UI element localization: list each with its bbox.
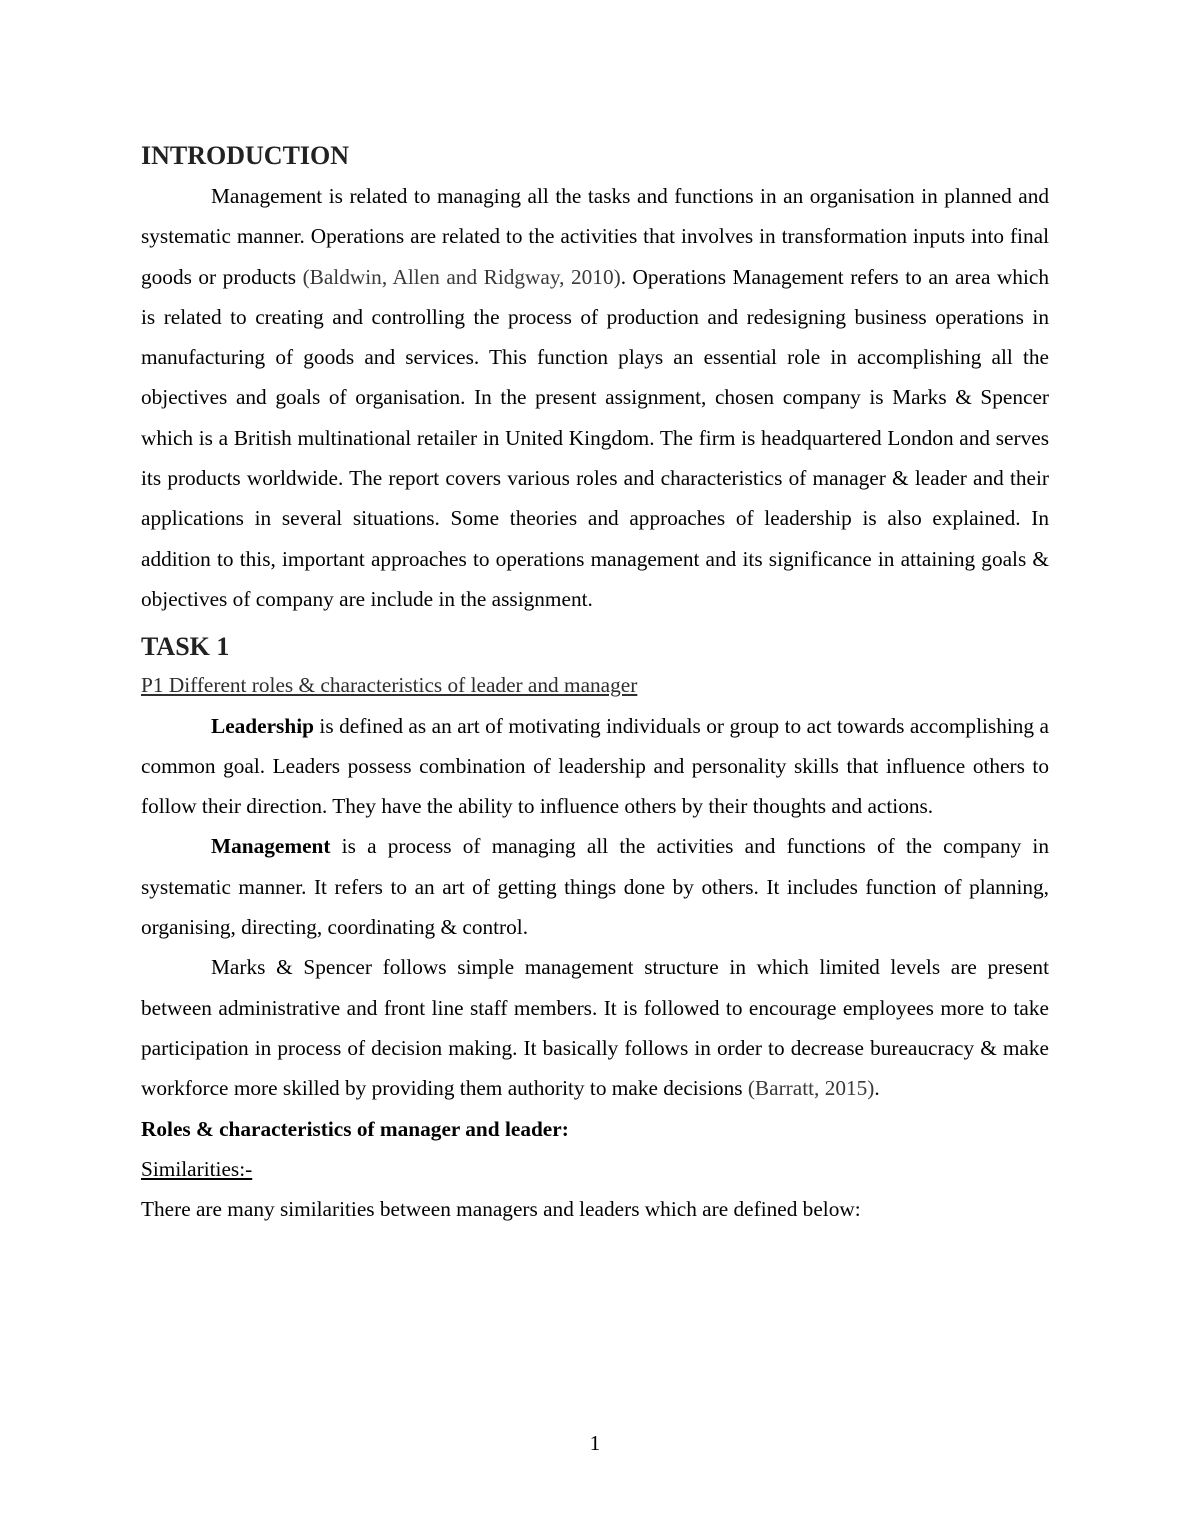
leadership-paragraph xyxy=(141,706,1049,827)
introduction-heading: INTRODUCTION xyxy=(141,141,350,170)
introduction-paragraph xyxy=(141,176,1049,619)
document-page xyxy=(141,138,1049,1229)
similarities-intro: There are many similarities between managers and leaders which are defined below: xyxy=(141,1197,861,1222)
p1-subheading: P1 Different roles & characteristics of leader and manager xyxy=(141,673,638,698)
similarities-label: Similarities:- xyxy=(141,1156,253,1181)
ms-text: Marks & Spencer follows simple management structure in which limited levels are present between administrative and front line staff members. It is followed to encourage employees more to take participation in process of decision making. It basically follows in order to decrease bureaucracy & make workforce more skilled by providing them authority to make decisions xyxy=(141,955,1049,1101)
marks-spencer-paragraph xyxy=(141,947,1049,1108)
management-text: is a process of managing all the activities and functions of the company in systematic manner. It refers to an art of getting things done by others. It includes function of planning, organising, directing, coordinating & control. xyxy=(141,834,1049,940)
ms-end: . xyxy=(874,1076,880,1101)
management-term: Management xyxy=(211,834,331,859)
ms-citation: (Barratt, 2015) xyxy=(747,1076,875,1101)
leadership-term: Leadership xyxy=(211,713,314,738)
intro-text-1: Management is related to managing all the tasks and functions in an organisation in planned and systematic manner. Operations are related to the activities that involves in transformation inputs into final goods or products xyxy=(141,184,1049,289)
page-number: 1 xyxy=(589,1431,601,1455)
roles-heading: Roles & characteristics of manager and leader: xyxy=(141,1116,569,1141)
intro-citation: (Baldwin, Allen and Ridgway, 2010) xyxy=(302,264,621,289)
management-paragraph xyxy=(141,826,1049,947)
intro-text-2: . Operations Management refers to an area which is related to creating and controlling the process of production and redesigning business operations in manufacturing of goods and services. This function plays an essential role in accomplishing all the objectives and goals of organisation. In the present assignment, chosen company is Marks & Spencer which is a British multinational retailer in United Kingdom. The firm is headquartered London and serves its products worldwide. The report covers various roles and characteristics of manager & leader and their applications in several situations. Some theories and approaches of leadership is also explained. In addition to this, important approaches to operations management and its significance in attaining goals & objectives of company are include in the assignment. xyxy=(141,264,1049,611)
task1-heading: TASK 1 xyxy=(141,632,230,662)
leadership-text: is defined as an art of motivating individuals or group to act towards accomplishing a common goal. Leaders possess combination of leadership and personality skills that influence others to follow their direction. They have the ability to influence others by their thoughts and actions. xyxy=(141,713,1049,819)
